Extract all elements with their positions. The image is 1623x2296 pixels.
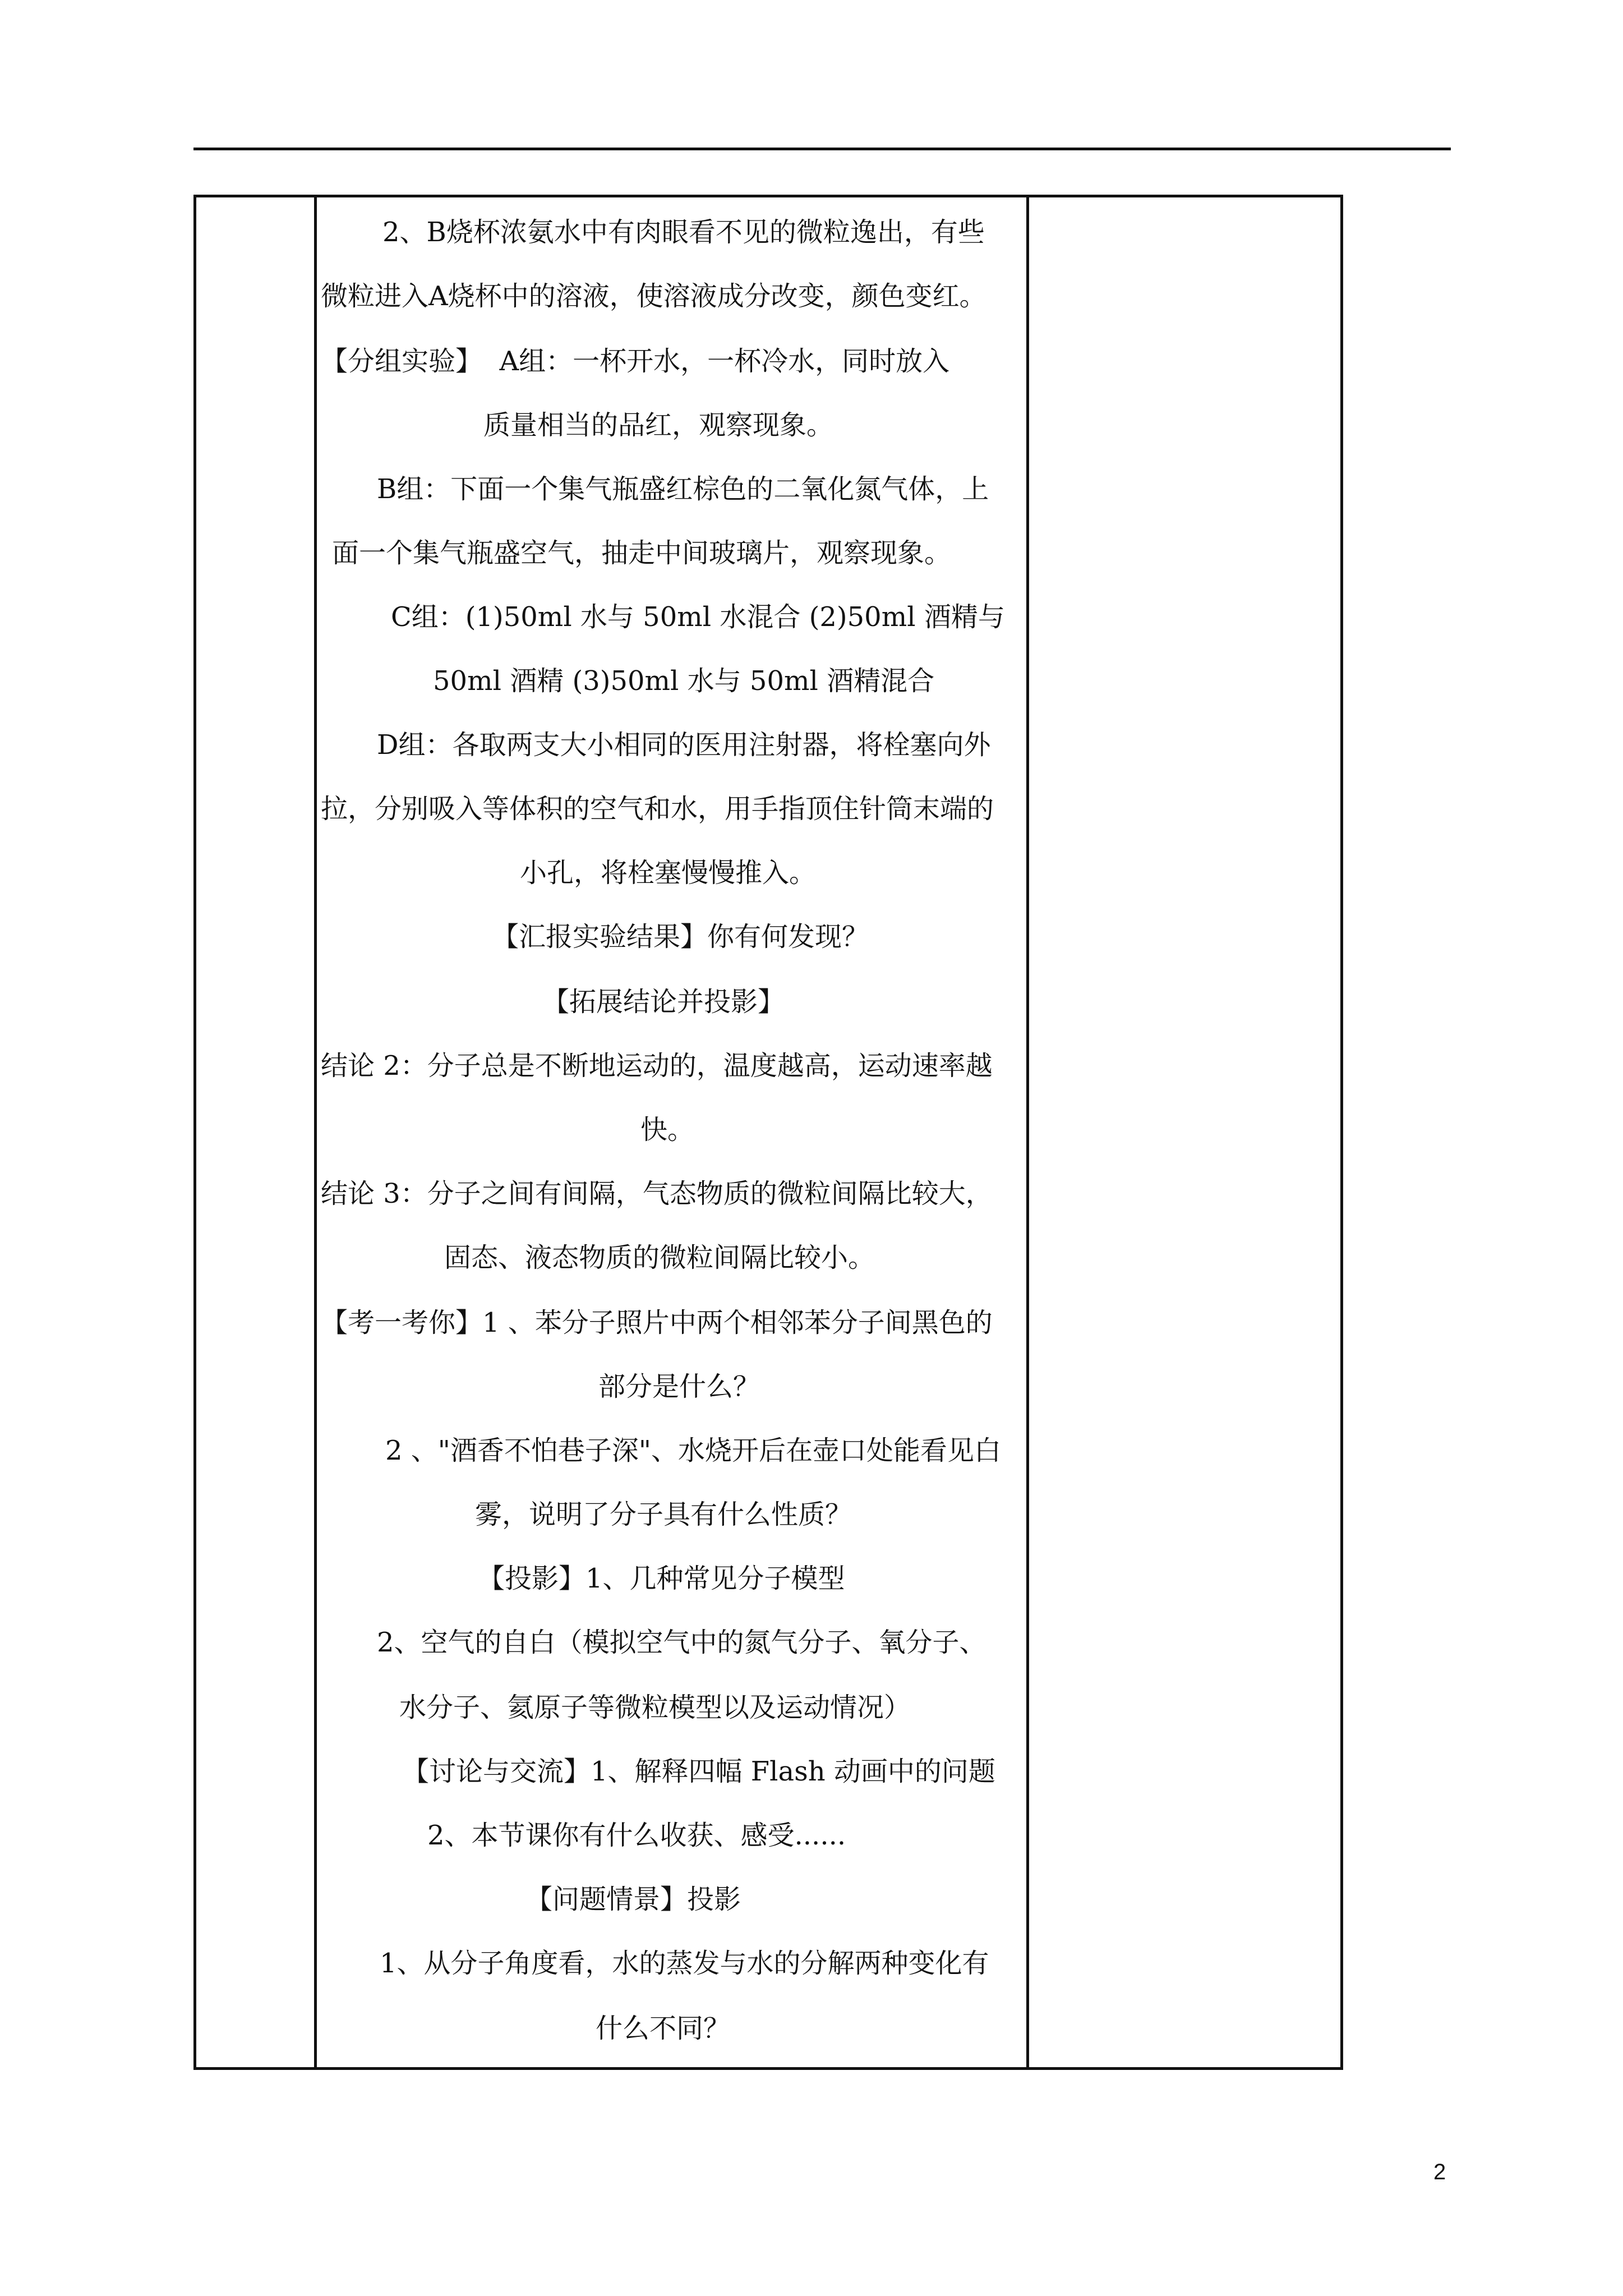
text-line: 面一个集气瓶盛空气，抽走中间玻璃片，观察现象。 bbox=[332, 537, 952, 569]
text-line: 【考一考你】1 、苯分子照片中两个相邻苯分子间黑色的 bbox=[321, 1307, 993, 1338]
text-line: 【汇报实验结果】你有何发现？ bbox=[492, 921, 869, 953]
text-line: 质量相当的品红，观察现象。 bbox=[483, 409, 834, 441]
text-line: 雾，说明了分子具有什么性质？ bbox=[475, 1499, 852, 1530]
text-line: D组：各取两支大小相同的医用注射器，将栓塞向外 bbox=[377, 729, 991, 761]
text-line: 2、本节课你有什么收获、感受...... bbox=[427, 1820, 846, 1851]
text-line: 【讨论与交流】1、解释四幅 Flash 动画中的问题 bbox=[402, 1756, 995, 1787]
lesson-table bbox=[193, 195, 1343, 2070]
column-divider-right bbox=[1026, 197, 1029, 2067]
text-line: 水分子、氦原子等微粒模型以及运动情况） bbox=[399, 1692, 911, 1723]
text-line: 【分组实验】 A组：一杯开水，一杯冷水，同时放入 bbox=[321, 346, 950, 377]
text-line: 结论 2：分子总是不断地运动的，温度越高，运动速率越 bbox=[321, 1050, 993, 1082]
text-line: 什么不同？ bbox=[596, 2013, 731, 2044]
text-line: 小孔，将栓塞慢慢推入。 bbox=[520, 857, 817, 889]
text-line: 【问题情景】投影 bbox=[525, 1884, 741, 1915]
text-line: 1、从分子角度看，水的蒸发与水的分解两种变化有 bbox=[380, 1948, 989, 1979]
text-line: 2、空气的自白（模拟空气中的氮气分子、氧分子、 bbox=[377, 1627, 986, 1658]
text-line: 微粒进入A烧杯中的溶液，使溶液成分改变，颜色变红。 bbox=[321, 280, 986, 312]
text-line: 2、B烧杯浓氨水中有肉眼看不见的微粒逸出，有些 bbox=[382, 217, 985, 248]
header-rule bbox=[193, 148, 1451, 150]
column-divider-left bbox=[314, 197, 317, 2067]
text-line: 2 、"酒香不怕巷子深"、水烧开后在壶口处能看见白 bbox=[385, 1435, 1001, 1466]
text-line: 部分是什么？ bbox=[598, 1371, 760, 1402]
text-line: 结论 3：分子之间有间隔，气态物质的微粒间隔比较大， bbox=[321, 1178, 993, 1209]
text-line: 【投影】1、几种常见分子模型 bbox=[478, 1563, 845, 1594]
text-line: 50ml 酒精 (3)50ml 水与 50ml 酒精混合 bbox=[433, 665, 935, 697]
text-line: 快。 bbox=[640, 1114, 695, 1145]
text-line: C组：(1)50ml 水与 50ml 水混合 (2)50ml 酒精与 bbox=[391, 601, 1005, 633]
text-line: 拉，分别吸入等体积的空气和水，用手指顶住针筒末端的 bbox=[321, 793, 994, 825]
text-line: B组：下面一个集气瓶盛红棕色的二氧化氮气体，上 bbox=[377, 473, 989, 505]
text-line: 【拓展结论并投影】 bbox=[542, 986, 785, 1018]
page-number: 2 bbox=[1433, 2160, 1446, 2184]
text-line: 固态、液态物质的微粒间隔比较小。 bbox=[444, 1242, 875, 1273]
